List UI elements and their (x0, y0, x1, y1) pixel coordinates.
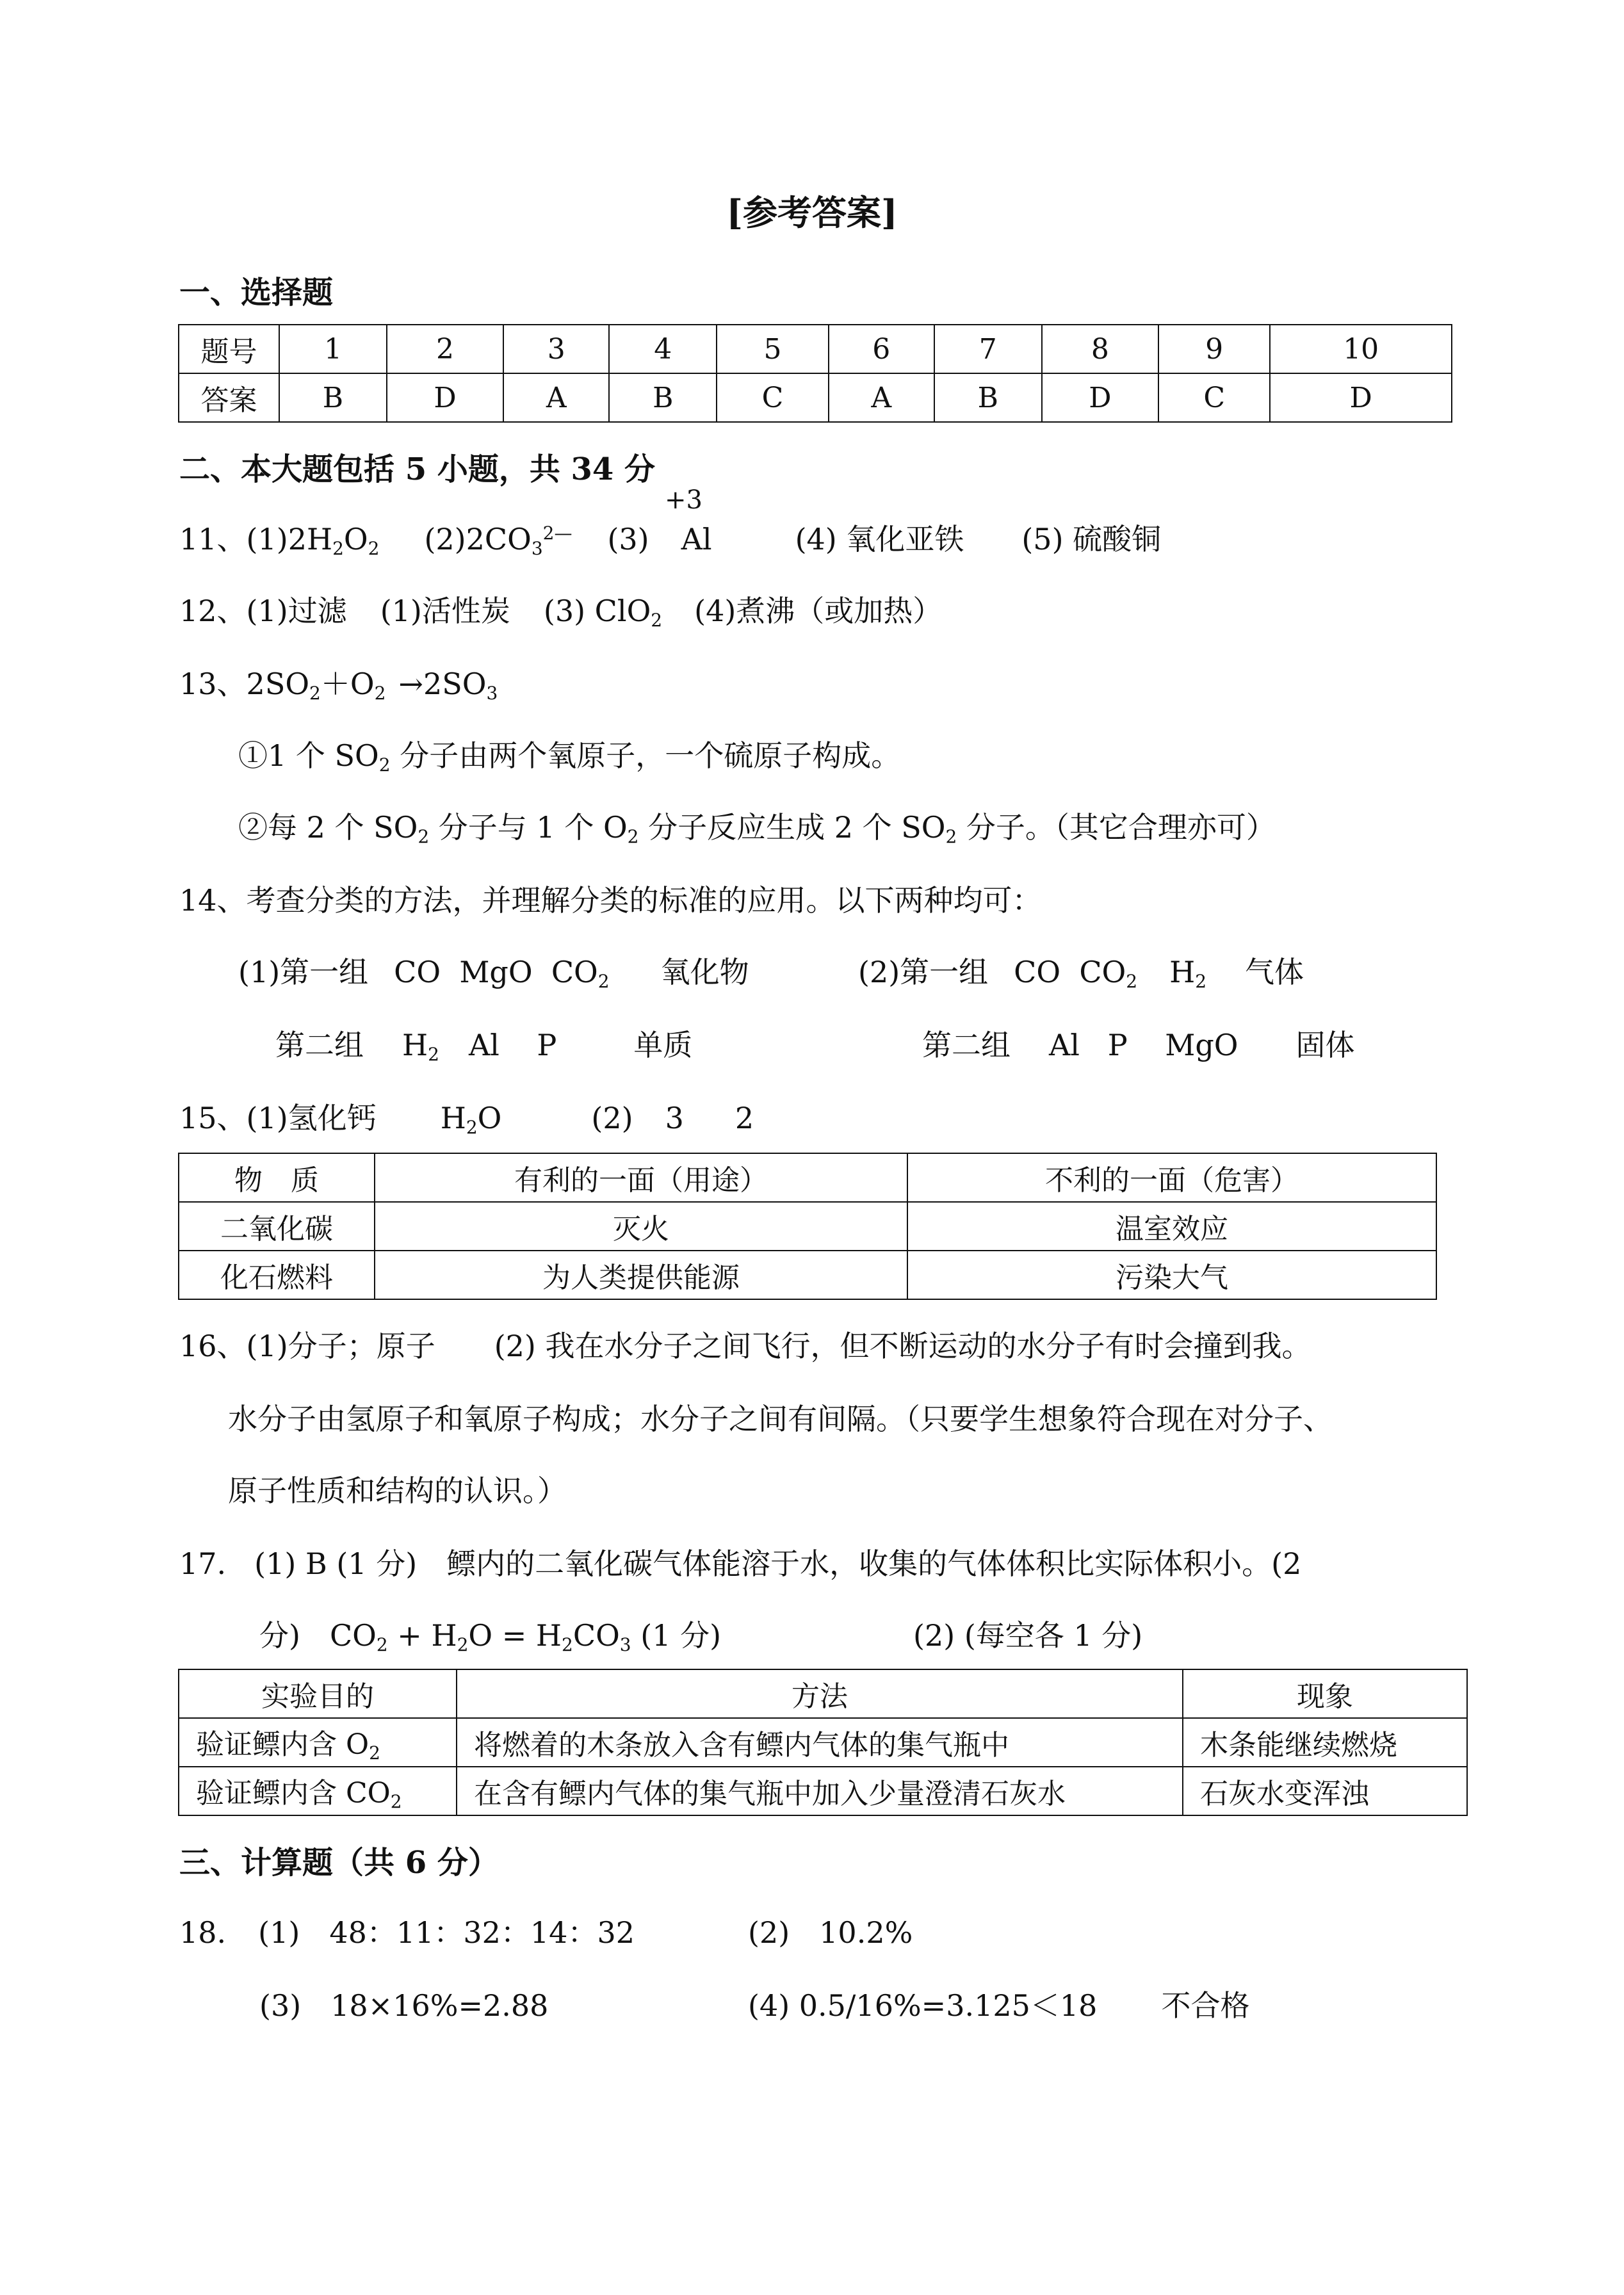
question-number: 1 (279, 325, 387, 373)
q14-option1-group2: 第二组 $H_2$ Al P 单质 (275, 1028, 693, 1065)
question-number: 7 (934, 325, 1042, 373)
table-row (179, 373, 1452, 422)
answer-cell: B (609, 373, 717, 422)
answer-cell: A (503, 373, 609, 422)
answer-cell: B (279, 373, 387, 422)
q13-explanation-2: ②每 2 个 $SO_2$ 分子与 1 个 $O_2$ 分子反应生成 2 个 $SO_2$ 分子。（其它合理亦可） (238, 810, 1276, 847)
table-row (179, 325, 1452, 373)
table-cell: 在含有鳔内气体的集气瓶中加入少量澄清石灰水 (457, 1767, 1183, 1815)
q15-number: 15、 (179, 1101, 247, 1135)
q16-line-2: 水分子由氢原子和氧原子构成；水分子之间有间隔。（只要学生想象符合现在对分子、 (228, 1402, 1333, 1436)
choice-answer-table (178, 324, 1452, 423)
q11-part2: $(2)2CO_3^{2—}$ (424, 522, 572, 559)
q11-valence-charge: +3 (665, 485, 702, 515)
table-cell: 温室效应 (907, 1202, 1436, 1251)
table-header: 实验目的 (179, 1669, 457, 1718)
question-number: 2 (387, 325, 503, 373)
table-header: 物 质 (179, 1153, 375, 1202)
section3-heading: 三、计算题（共 6 分） (179, 1845, 499, 1881)
table-cell: 将燃着的木条放入含有鳔内气体的集气瓶中 (457, 1718, 1183, 1767)
table-header: 方法 (457, 1669, 1183, 1718)
question-number: 3 (503, 325, 609, 373)
q14-text: 考查分类的方法，并理解分类的标准的应用。以下两种均可： (246, 883, 1042, 918)
q18-line-1: 18. (1) 48：11：32：14：32 (179, 1915, 635, 1950)
answer-cell: B (934, 373, 1042, 422)
q11-part1: $(1)2H_2O_2$ (246, 522, 380, 559)
q17-line-1: 17. (1) B (1 分) 鳔内的二氧化碳气体能溶于水，收集的气体体积比实际体积小。(2 (179, 1546, 1302, 1581)
q16-line-3: 原子性质和结构的认识。） (228, 1473, 567, 1508)
q11-number: 11、 (179, 522, 247, 556)
q15-line: 15、(1)氢化钙 $H_2O$ (2) 3 2 (179, 1101, 754, 1138)
q14-option1-group1: (1)第一组 CO MgO $CO_2$ 氧化物 (238, 955, 749, 992)
table-cell: 为人类提供能源 (375, 1251, 907, 1299)
row-label-answer: 答案 (179, 373, 279, 422)
answer-cell: C (717, 373, 828, 422)
q13-number: 13、 (179, 667, 247, 701)
q16-line-1: 16、(1)分子；原子 (2) 我在水分子之间飞行，但不断运动的水分子有时会撞到我。 (179, 1329, 1311, 1363)
answer-cell: D (1270, 373, 1452, 422)
q18-part4: (4) 0.5/16%=3.125＜18 不合格 (748, 1988, 1250, 2023)
question-number: 9 (1158, 325, 1270, 373)
table-header: 有利的一面（用途） (375, 1153, 907, 1202)
q11-part5: (5) 硫酸铜 (1021, 522, 1162, 556)
row-label-number: 题号 (179, 325, 279, 373)
table-cell: 验证鳔内含 $O_2$ (179, 1718, 457, 1767)
table-cell: 验证鳔内含 $CO_2$ (179, 1767, 457, 1815)
q15-uses-table (178, 1153, 1437, 1300)
q12-part2: (1)活性炭 (380, 594, 510, 628)
q17-experiment-table (178, 1669, 1468, 1816)
q12-part4: (4)煮沸（或加热） (694, 594, 943, 628)
table-row (179, 1767, 1467, 1815)
q13-equation: 13、$2SO_2+O_2 \to 2SO_3$ (179, 667, 498, 704)
q18-part3: (3) 18×16%=2.88 (259, 1988, 549, 2023)
q12-part1: (1)过滤 (246, 594, 347, 628)
q12-part3: (3) ClO$_2$ (543, 594, 663, 631)
table-row (179, 1718, 1467, 1767)
q13-explanation-1: ①1 个 $SO_2$ 分子由两个氧原子，一个硫原子构成。 (238, 738, 901, 775)
q18-part2: (2) 10.2% (748, 1915, 913, 1950)
table-cell: 灭火 (375, 1202, 907, 1251)
page-title: [参考答案] (726, 192, 898, 233)
section1-heading: 一、选择题 (179, 275, 334, 311)
answer-cell: A (829, 373, 934, 422)
question-number: 5 (717, 325, 828, 373)
question-number: 6 (829, 325, 934, 373)
q14-line (179, 877, 1042, 920)
table-row (179, 1669, 1467, 1718)
q14-number: 14、 (179, 883, 247, 918)
reaction-arrow: →2SO (398, 667, 487, 701)
question-number: 8 (1042, 325, 1158, 373)
q17-number: 17. (179, 1546, 227, 1581)
q17-line-2: 分) $CO_2 + H_2O = H_2CO_3$ (1 分) (2) (每空各 1 分) (259, 1618, 1143, 1655)
q16-number: 16、 (179, 1329, 247, 1363)
table-cell: 化石燃料 (179, 1251, 375, 1299)
table-cell: 石灰水变浑浊 (1183, 1767, 1467, 1815)
table-row (179, 1251, 1436, 1299)
q11-part4: (4) 氧化亚铁 (795, 522, 964, 556)
answer-cell: D (387, 373, 503, 422)
answer-cell: D (1042, 373, 1158, 422)
question-number: 4 (609, 325, 717, 373)
q11-line (179, 516, 1161, 559)
q11-part3: (3) (607, 522, 649, 556)
q18-number: 18. (179, 1915, 227, 1950)
q14-option2-group1: (2)第一组 CO $CO_2$ $H_2$ 气体 (858, 955, 1304, 992)
table-cell: 二氧化碳 (179, 1202, 375, 1251)
section2-heading: 二、本大题包括 5 小题，共 34 分 (179, 451, 656, 487)
question-number: 10 (1270, 325, 1452, 373)
table-cell: 污染大气 (907, 1251, 1436, 1299)
q12-number: 12、 (179, 594, 247, 628)
answer-cell: C (1158, 373, 1270, 422)
q14-option2-group2: 第二组 Al P MgO 固体 (922, 1028, 1355, 1062)
table-header: 现象 (1183, 1669, 1467, 1718)
table-row (179, 1202, 1436, 1251)
table-header: 不利的一面（危害） (907, 1153, 1436, 1202)
table-row (179, 1153, 1436, 1202)
q11-element: Al (681, 522, 712, 556)
table-cell: 木条能继续燃烧 (1183, 1718, 1467, 1767)
q12-line (179, 588, 942, 631)
